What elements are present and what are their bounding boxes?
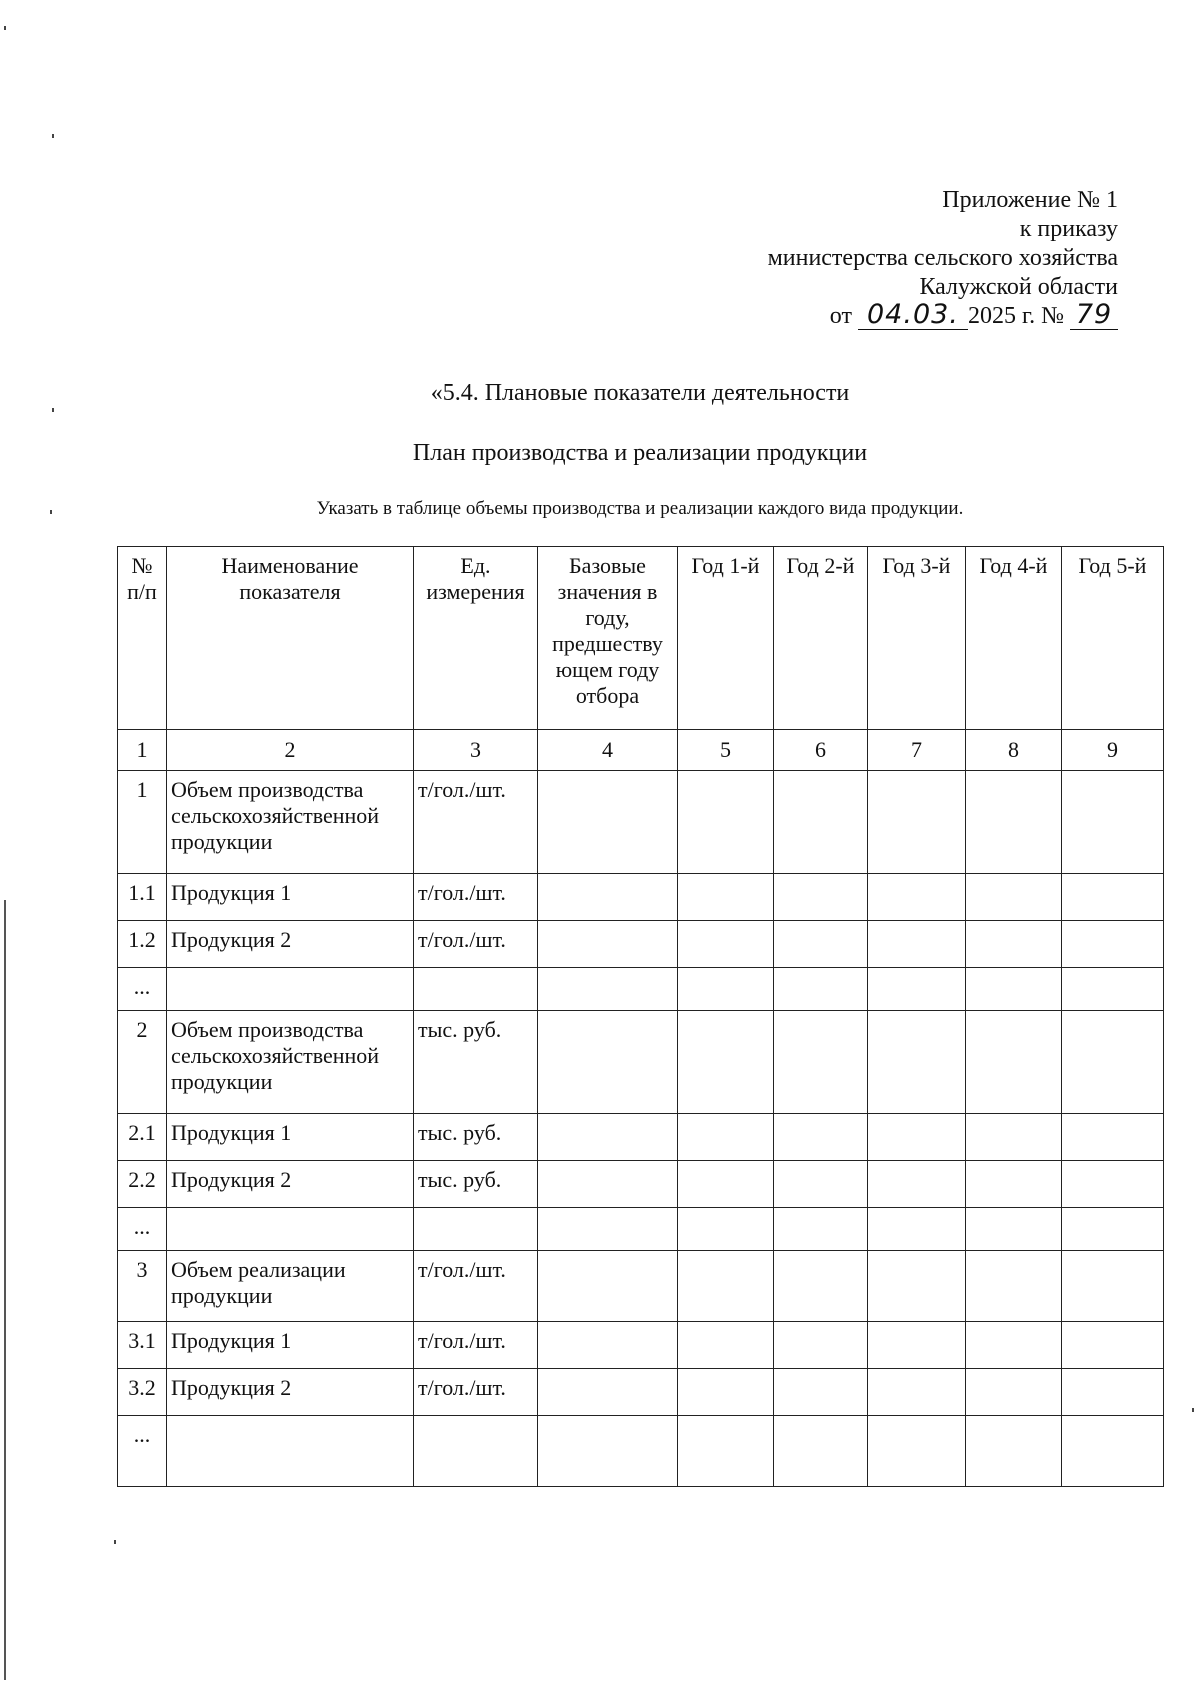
row-unit: т/гол./шт. [414, 1369, 538, 1416]
row-unit: т/гол./шт. [414, 771, 538, 874]
row-unit [414, 968, 538, 1011]
table-row [118, 874, 1164, 921]
value-cell[interactable] [678, 921, 774, 968]
value-cell[interactable] [774, 1114, 868, 1161]
header-cell-year-5: Год 5-й [1062, 547, 1164, 730]
row-name: Объем производства сельскохозяйственной продукции [167, 1011, 414, 1114]
row-unit [414, 1208, 538, 1251]
scan-speck [4, 26, 6, 30]
row-number: 2.1 [118, 1114, 167, 1161]
row-unit: тыс. руб. [414, 1161, 538, 1208]
row-number: ... [118, 1416, 167, 1487]
value-cell[interactable] [1062, 1416, 1164, 1487]
row-unit: т/гол./шт. [414, 874, 538, 921]
order-date-field [858, 299, 968, 330]
order-number-handwritten: 79 [1075, 299, 1113, 330]
value-cell[interactable] [538, 874, 678, 921]
value-cell[interactable] [966, 1208, 1062, 1251]
value-cell[interactable] [774, 1369, 868, 1416]
value-cell[interactable] [868, 1208, 966, 1251]
row-number: ... [118, 1208, 167, 1251]
value-cell[interactable] [678, 968, 774, 1011]
value-cell[interactable] [868, 1369, 966, 1416]
value-cell[interactable] [774, 1208, 868, 1251]
value-cell[interactable] [678, 1251, 774, 1322]
value-cell[interactable] [538, 1114, 678, 1161]
header-cell-base: Базовые значения в году, предшеству ющем году отбора [538, 547, 678, 730]
value-cell[interactable] [678, 1208, 774, 1251]
value-cell[interactable] [678, 1011, 774, 1114]
appendix-order: к приказу [1019, 216, 1118, 242]
value-cell[interactable] [774, 921, 868, 968]
value-cell[interactable] [538, 1251, 678, 1322]
appendix-date-line [768, 299, 1118, 331]
value-cell[interactable] [966, 874, 1062, 921]
column-number: 1 [118, 730, 167, 771]
table-row [118, 1114, 1164, 1161]
column-number: 5 [678, 730, 774, 771]
row-number: 2 [118, 1011, 167, 1114]
value-cell[interactable] [966, 1322, 1062, 1369]
row-number: 3 [118, 1251, 167, 1322]
plan-heading: План производства и реализации продукции [412, 440, 868, 466]
value-cell[interactable] [966, 1416, 1062, 1487]
row-unit: т/гол./шт. [414, 921, 538, 968]
value-cell[interactable] [538, 1322, 678, 1369]
row-number: 3.1 [118, 1322, 167, 1369]
appendix-block [768, 186, 1118, 331]
value-cell[interactable] [774, 968, 868, 1011]
row-name: Продукция 1 [167, 1322, 414, 1369]
table-row [118, 1369, 1164, 1416]
row-name [167, 1416, 414, 1487]
value-cell[interactable] [868, 968, 966, 1011]
row-number: 1.2 [118, 921, 167, 968]
row-name: Объем производства сельскохозяйственной продукции [167, 771, 414, 874]
value-cell[interactable] [538, 1369, 678, 1416]
column-number: 3 [414, 730, 538, 771]
table-header-row [118, 547, 1164, 730]
order-number-field [1070, 299, 1118, 330]
row-number: 2.2 [118, 1161, 167, 1208]
table-row [118, 1322, 1164, 1369]
value-cell[interactable] [774, 1251, 868, 1322]
row-name: Продукция 2 [167, 1369, 414, 1416]
value-cell[interactable] [966, 1011, 1062, 1114]
appendix-region: Калужской области [919, 274, 1118, 300]
value-cell[interactable] [966, 1161, 1062, 1208]
value-cell[interactable] [1062, 1208, 1164, 1251]
value-cell[interactable] [1062, 771, 1164, 874]
row-number: 1 [118, 771, 167, 874]
appendix-title: Приложение № 1 [942, 187, 1118, 213]
value-cell[interactable] [1062, 1251, 1164, 1322]
table-row [118, 1416, 1164, 1487]
value-cell[interactable] [678, 1416, 774, 1487]
value-cell[interactable] [1062, 1161, 1164, 1208]
section-heading: «5.4. Плановые показатели деятельности [430, 380, 850, 406]
scan-speck [52, 134, 54, 138]
value-cell[interactable] [1062, 968, 1164, 1011]
value-cell[interactable] [868, 1011, 966, 1114]
value-cell[interactable] [774, 1011, 868, 1114]
row-name: Продукция 2 [167, 921, 414, 968]
value-cell[interactable] [538, 1416, 678, 1487]
value-cell[interactable] [1062, 1114, 1164, 1161]
value-cell[interactable] [868, 1161, 966, 1208]
table-row [118, 968, 1164, 1011]
value-cell[interactable] [966, 1369, 1062, 1416]
value-cell[interactable] [538, 1011, 678, 1114]
value-cell[interactable] [678, 771, 774, 874]
date-prefix: от [829, 303, 852, 329]
value-cell[interactable] [966, 921, 1062, 968]
value-cell[interactable] [966, 968, 1062, 1011]
value-cell[interactable] [868, 1322, 966, 1369]
column-number-row [118, 730, 1164, 771]
value-cell[interactable] [538, 1208, 678, 1251]
row-unit: т/гол./шт. [414, 1322, 538, 1369]
value-cell[interactable] [774, 874, 868, 921]
row-unit: тыс. руб. [414, 1114, 538, 1161]
value-cell[interactable] [678, 1114, 774, 1161]
row-unit: т/гол./шт. [414, 1251, 538, 1322]
header-cell-year-2: Год 2-й [774, 547, 868, 730]
appendix-ministry: министерства сельского хозяйства [767, 245, 1118, 271]
value-cell[interactable] [1062, 1369, 1164, 1416]
value-cell[interactable] [538, 1161, 678, 1208]
row-name [167, 1208, 414, 1251]
header-cell-unit: Ед. измерения [414, 547, 538, 730]
column-number: 9 [1062, 730, 1164, 771]
table-row [118, 1011, 1164, 1114]
value-cell[interactable] [868, 1114, 966, 1161]
column-number: 4 [538, 730, 678, 771]
order-year-text: 2025 г. № [967, 303, 1064, 329]
value-cell[interactable] [774, 771, 868, 874]
value-cell[interactable] [1062, 1011, 1164, 1114]
value-cell[interactable] [966, 1251, 1062, 1322]
value-cell[interactable] [868, 874, 966, 921]
row-name: Продукция 2 [167, 1161, 414, 1208]
order-date-handwritten: 04.03. [867, 299, 959, 330]
instruction-note: Указать в таблице объемы производства и реализации каждого вида продукции. [316, 498, 964, 519]
header-cell-year-4: Год 4-й [966, 547, 1062, 730]
row-unit: тыс. руб. [414, 1011, 538, 1114]
table-row [118, 921, 1164, 968]
row-unit [414, 1416, 538, 1487]
value-cell[interactable] [678, 1161, 774, 1208]
value-cell[interactable] [868, 921, 966, 968]
row-name [167, 968, 414, 1011]
value-cell[interactable] [774, 1322, 868, 1369]
column-number: 7 [868, 730, 966, 771]
table-row [118, 1208, 1164, 1251]
value-cell[interactable] [678, 1369, 774, 1416]
value-cell[interactable] [538, 771, 678, 874]
value-cell[interactable] [774, 1416, 868, 1487]
scan-speck [114, 1540, 116, 1544]
value-cell[interactable] [868, 771, 966, 874]
value-cell[interactable] [678, 1322, 774, 1369]
scan-speck [1192, 1408, 1194, 1412]
column-number: 8 [966, 730, 1062, 771]
row-number: 1.1 [118, 874, 167, 921]
table-row [118, 1251, 1164, 1322]
value-cell[interactable] [868, 1251, 966, 1322]
value-cell[interactable] [538, 968, 678, 1011]
value-cell[interactable] [1062, 874, 1164, 921]
value-cell[interactable] [538, 921, 678, 968]
scan-speck [50, 510, 52, 514]
value-cell[interactable] [868, 1416, 966, 1487]
row-name: Объем реализации продукции [167, 1251, 414, 1322]
row-name: Продукция 1 [167, 874, 414, 921]
row-name: Продукция 1 [167, 1114, 414, 1161]
value-cell[interactable] [774, 1161, 868, 1208]
table-row [118, 1161, 1164, 1208]
scan-margin-line [4, 900, 6, 1680]
value-cell[interactable] [678, 874, 774, 921]
header-cell-number: № п/п [118, 547, 167, 730]
value-cell[interactable] [1062, 1322, 1164, 1369]
column-number: 2 [167, 730, 414, 771]
row-number: ... [118, 968, 167, 1011]
header-cell-year-3: Год 3-й [868, 547, 966, 730]
value-cell[interactable] [966, 1114, 1062, 1161]
production-plan-table [117, 546, 1164, 1487]
value-cell[interactable] [966, 771, 1062, 874]
value-cell[interactable] [1062, 921, 1164, 968]
row-number: 3.2 [118, 1369, 167, 1416]
header-cell-year-1: Год 1-й [678, 547, 774, 730]
table-row [118, 771, 1164, 874]
column-number: 6 [774, 730, 868, 771]
scan-speck [52, 408, 54, 412]
header-cell-name: Наименование показателя [167, 547, 414, 730]
